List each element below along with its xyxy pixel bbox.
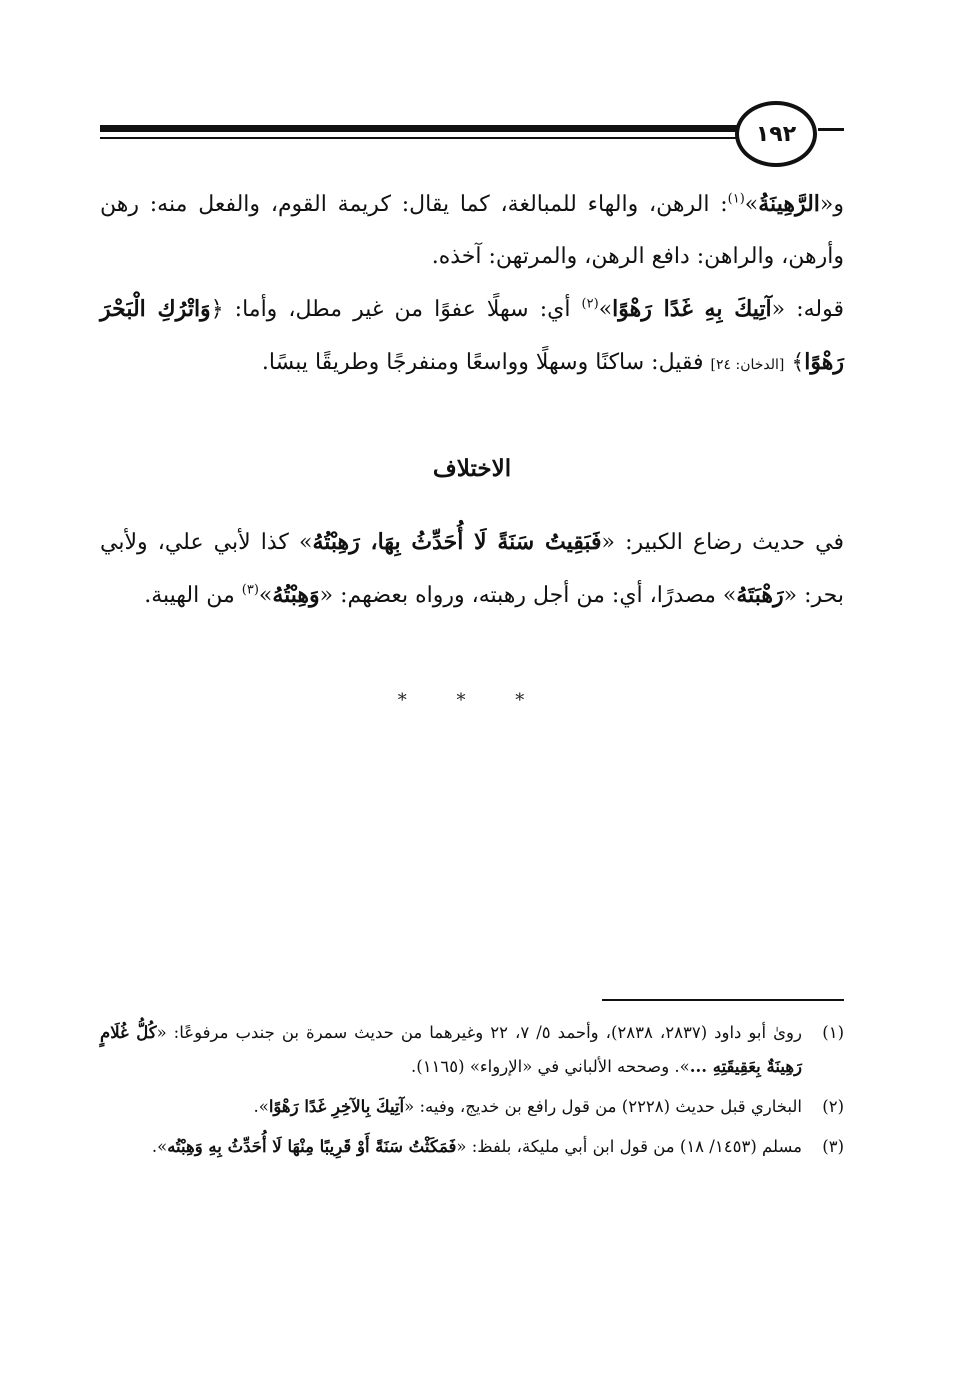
footnote-ref-1[interactable]: (١) bbox=[727, 191, 745, 207]
variant-word: وَهِبْتُهُ bbox=[272, 582, 320, 608]
footnote-ref-3[interactable]: (٣) bbox=[241, 582, 259, 598]
paragraph-rahina bbox=[100, 178, 844, 283]
text-run: ». وصححه الألباني في «الإرواء» (١١٦٥). bbox=[411, 1057, 690, 1076]
text-run: » bbox=[598, 297, 613, 322]
footnote-ref-2[interactable]: (٢) bbox=[581, 296, 599, 312]
section-heading: الاختلاف bbox=[432, 455, 512, 482]
text-run: » مصدرًا، أي: من أجل رهبته، ورواه بعضهم: « bbox=[319, 583, 737, 608]
footnote-rule bbox=[602, 999, 844, 1001]
footnote-item bbox=[100, 1016, 844, 1084]
footnote-text bbox=[100, 1130, 802, 1164]
text-run: قوله: « bbox=[771, 297, 844, 322]
footnote-text bbox=[100, 1016, 802, 1084]
text-run: » bbox=[744, 192, 759, 217]
hadith-quote: آتِيكَ بِهِ غَدًا رَهْوًا bbox=[612, 296, 772, 322]
text-run: ». bbox=[253, 1097, 269, 1116]
text-run: فقيل: ساكنًا وسهلًا وواسعًا ومنفرجًا وطريقًا يبسًا. bbox=[261, 350, 711, 375]
page-number: ١٩٢ bbox=[755, 121, 797, 147]
variant-word: رَهْبَتَهُ bbox=[736, 582, 784, 608]
verse-reference: [الدخان: ٢٤] bbox=[710, 357, 785, 373]
header-rule-thin bbox=[100, 137, 737, 139]
page-number-badge bbox=[735, 101, 817, 167]
footnote-item bbox=[100, 1130, 844, 1164]
text-run: رویٰ أبو داود (٢٨٣٧، ٢٨٣٨)، وأحمد ٥/ ٧، ٢٢ وغيرهما من حديث سمرة بن جندب مرفوعًا: « bbox=[156, 1023, 802, 1042]
text-run: في حديث رضاع الكبير: « bbox=[601, 530, 844, 555]
paragraph-rahwan bbox=[100, 283, 844, 391]
footnote-number: (٣) bbox=[822, 1137, 844, 1156]
text-run: » bbox=[258, 583, 273, 608]
hadith-quote: كُلُّ غُلَامٍ رَهِينَةٌ بِعَقِيقَتِهِ ... bbox=[100, 1023, 802, 1076]
footnote-text bbox=[100, 1090, 802, 1124]
section-separator: * * * bbox=[397, 690, 547, 711]
text-run: ﴾ bbox=[784, 350, 805, 375]
footnote-number: (١) bbox=[822, 1023, 844, 1042]
text-run: ». bbox=[151, 1137, 168, 1156]
hadith-quote: آتِيكَ بِالآخِرِ غَدًا رَهْوًا bbox=[268, 1097, 405, 1116]
text-run: من الهيبة. bbox=[144, 583, 242, 608]
entry-paragraphs bbox=[100, 178, 844, 391]
text-run: » كذا لأبي علي، ولأبي بحر: « bbox=[100, 530, 844, 608]
footnotes bbox=[100, 1016, 844, 1170]
hadith-quote: فَمَكَثْتُ سَنَةً أَوْ قَرِيبًا مِنْهَا لَا أُحَدِّثُ بِهِ وَهِبْتُه bbox=[167, 1137, 457, 1156]
footnote-item bbox=[100, 1090, 844, 1124]
header-rule-right bbox=[818, 128, 844, 131]
text-run: مسلم (١٤٥٣/ ١٨) من قول ابن أبي مليكة، بلفظ: « bbox=[456, 1137, 802, 1156]
quran-verse: وَاتْرُكِ الْبَحْرَ رَهْوًا bbox=[100, 296, 844, 375]
header-rule-thick bbox=[100, 125, 737, 132]
hadith-quote: فَبَقِيتُ سَنَةً لَا أُحَدِّثُ بِهَا، رَهِبْتُهُ bbox=[312, 529, 602, 555]
paragraph-ikhtilaf bbox=[100, 516, 844, 622]
term-rahina: الرَّهِينَةُ bbox=[758, 191, 820, 217]
text-run: و« bbox=[819, 192, 844, 217]
text-run: البخاري قبل حديث (٢٢٢٨) من قول رافع بن خديج، وفيه: « bbox=[404, 1097, 802, 1116]
text-run: : الرهن، والهاء للمبالغة، كما يقال: كريمة القوم، والفعل منه: رهن وأرهن، والراهن: دافع الرهن، والمرتهن: آخذه. bbox=[100, 192, 844, 269]
ikhtilaf-section bbox=[100, 516, 844, 622]
text-run: أي: سهلًا عفوًا من غير مطل، وأما: ﴿ bbox=[210, 297, 582, 322]
footnote-number: (٢) bbox=[822, 1097, 844, 1116]
